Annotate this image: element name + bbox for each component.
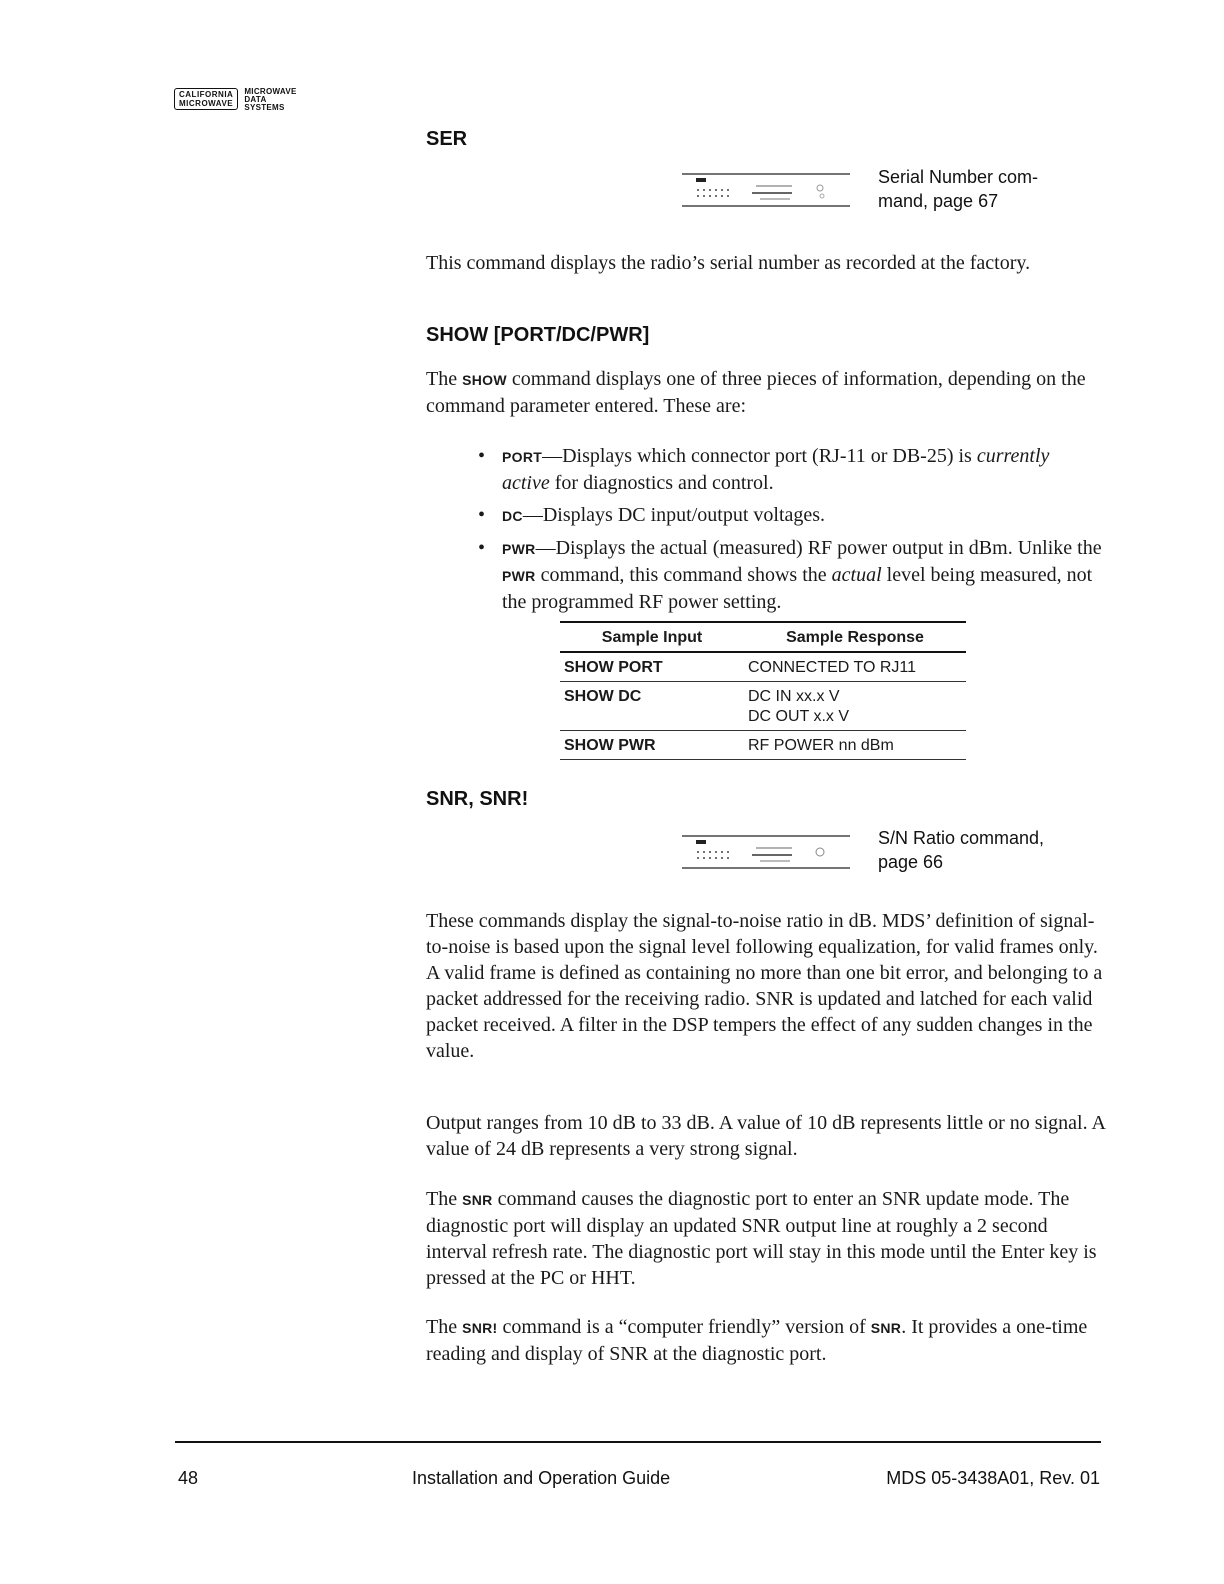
logo-word1: MICROWAVE xyxy=(244,87,297,96)
bullet-pwr-text-a: —Displays the actual (measured) RF power output in dBm. Unlike the xyxy=(535,537,1102,559)
snr-para3-post: command causes the diagnostic port to enter an SNR update mode. The diagnostic port will display an updated SNR output line at roughly a 2 second interval refresh rate. The diagnostic port will stay in this mode until the Enter key is pressed at the PC or HHT. xyxy=(426,1188,1097,1289)
logo-box-line2: MICROWAVE xyxy=(179,99,234,108)
snr-para2: Output ranges from 10 dB to 33 dB. A value of 10 dB represents little or no signal. A value of 24 dB represents a very strong signal. xyxy=(426,1112,1105,1160)
snr-para4-post: . It provides a one-time reading and display of SNR at the diagnostic port. xyxy=(426,1316,1088,1365)
sample-table-header-response: Sample Response xyxy=(744,622,966,652)
logo-word3: SYSTEMS xyxy=(244,103,285,112)
bullet-dc-cmd: DC xyxy=(502,508,523,524)
table-cell-response-line1: RF POWER nn dBm xyxy=(748,737,894,754)
snr-xref-line2: page 66 xyxy=(878,852,944,872)
bullet-dot: • xyxy=(478,504,486,526)
radio-unit-icon xyxy=(680,168,852,212)
bullet-port-cmd: PORT xyxy=(502,449,543,465)
sample-table-header-row xyxy=(560,622,966,652)
snr-para4 xyxy=(426,1314,1106,1367)
company-logo xyxy=(174,88,297,112)
bullet-dot: • xyxy=(478,537,486,559)
table-cell-response-line2: DC OUT x.x V xyxy=(748,708,850,725)
bullet-port-text-b: for diagnostics and control. xyxy=(549,472,774,494)
page-number: 48 xyxy=(178,1468,199,1488)
bullet-dot: • xyxy=(478,445,486,467)
table-cell-response-line1: DC IN xx.x V xyxy=(748,688,840,705)
snr-para3-cmd: SNR xyxy=(462,1192,493,1208)
bullet-pwr-text xyxy=(502,535,1102,615)
ser-heading: SER xyxy=(426,128,468,150)
snr-para3-pre: The xyxy=(426,1188,463,1210)
snr-para4-cmd: SNR! xyxy=(462,1320,498,1336)
bullet-port-text xyxy=(502,443,1102,496)
table-cell-input: SHOW DC xyxy=(560,682,744,731)
logo-box xyxy=(174,88,238,110)
table-row xyxy=(560,682,966,731)
bullet-dc-text xyxy=(502,502,1102,529)
table-cell-input: SHOW PORT xyxy=(560,652,744,682)
table-cell-response xyxy=(744,652,966,682)
show-intro-post: command displays one of three pieces of information, depending on the command parameter entered. These are: xyxy=(426,368,1086,417)
snr-para3 xyxy=(426,1186,1106,1291)
show-intro-cmd: SHOW xyxy=(462,372,507,388)
table-cell-response-line1: CONNECTED TO RJ11 xyxy=(748,659,917,676)
show-intro xyxy=(426,366,1106,419)
bullet-port-italic: currently active xyxy=(502,445,1050,494)
snr-para1: These commands display the signal-to-noise ratio in dB. MDS’ definition of signal-to-noise is based upon the signal level following equalization, for valid frames only. A valid frame is defined as containing no more than one bit error, and belonging to a packet addressed for the receiving radio. SNR is updated and latched for each valid packet received. A filter in the DSP tempers the effect of any sudden changes in the value. xyxy=(426,910,1103,1062)
table-cell-response xyxy=(744,682,966,731)
table-row xyxy=(560,652,966,682)
sample-table-header-input: Sample Input xyxy=(560,622,744,652)
table-cell-input: SHOW PWR xyxy=(560,731,744,760)
footer-doc-id: MDS 05-3438A01, Rev. 01 xyxy=(886,1468,1100,1488)
sample-table xyxy=(560,621,966,760)
show-heading: SHOW [PORT/DC/PWR] xyxy=(426,324,650,346)
bullet-pwr-italic: actual xyxy=(831,564,882,586)
bullet-pwr-text-b: command, this command shows the xyxy=(535,564,832,586)
bullet-dc-text-a: —Displays DC input/output voltages. xyxy=(522,504,826,526)
logo-words xyxy=(244,88,296,112)
ser-xref xyxy=(878,165,1078,213)
snr-xref xyxy=(878,826,1078,874)
table-cell-response xyxy=(744,731,966,760)
bullet-pwr-text-c: level being measured, not the programmed RF power setting. xyxy=(502,564,1093,613)
table-row xyxy=(560,731,966,760)
ser-body: This command displays the radio’s serial number as recorded at the factory. xyxy=(426,252,1031,274)
logo-box-line1: CALIFORNIA xyxy=(179,90,234,99)
ser-xref-line2: mand, page 67 xyxy=(878,191,999,211)
snr-para4-mid: command is a “computer friendly” version of xyxy=(497,1316,871,1338)
ser-xref-line1: Serial Number com- xyxy=(878,167,1039,187)
bullet-pwr-cmd: PWR xyxy=(502,541,536,557)
footer-rule xyxy=(175,1441,1101,1443)
bullet-pwr-cmd2: PWR xyxy=(502,568,536,584)
snr-para4-cmd2: SNR xyxy=(870,1320,902,1336)
radio-unit-icon xyxy=(680,830,852,874)
footer-title: Installation and Operation Guide xyxy=(412,1468,671,1488)
logo-word2: DATA xyxy=(244,95,267,104)
snr-heading: SNR, SNR! xyxy=(426,788,529,810)
bullet-port-text-a: —Displays which connector port (RJ-11 or DB-25) is xyxy=(542,445,977,467)
snr-xref-line1: S/N Ratio command, xyxy=(878,828,1045,848)
snr-para4-pre: The xyxy=(426,1316,463,1338)
show-intro-pre: The xyxy=(426,368,463,390)
